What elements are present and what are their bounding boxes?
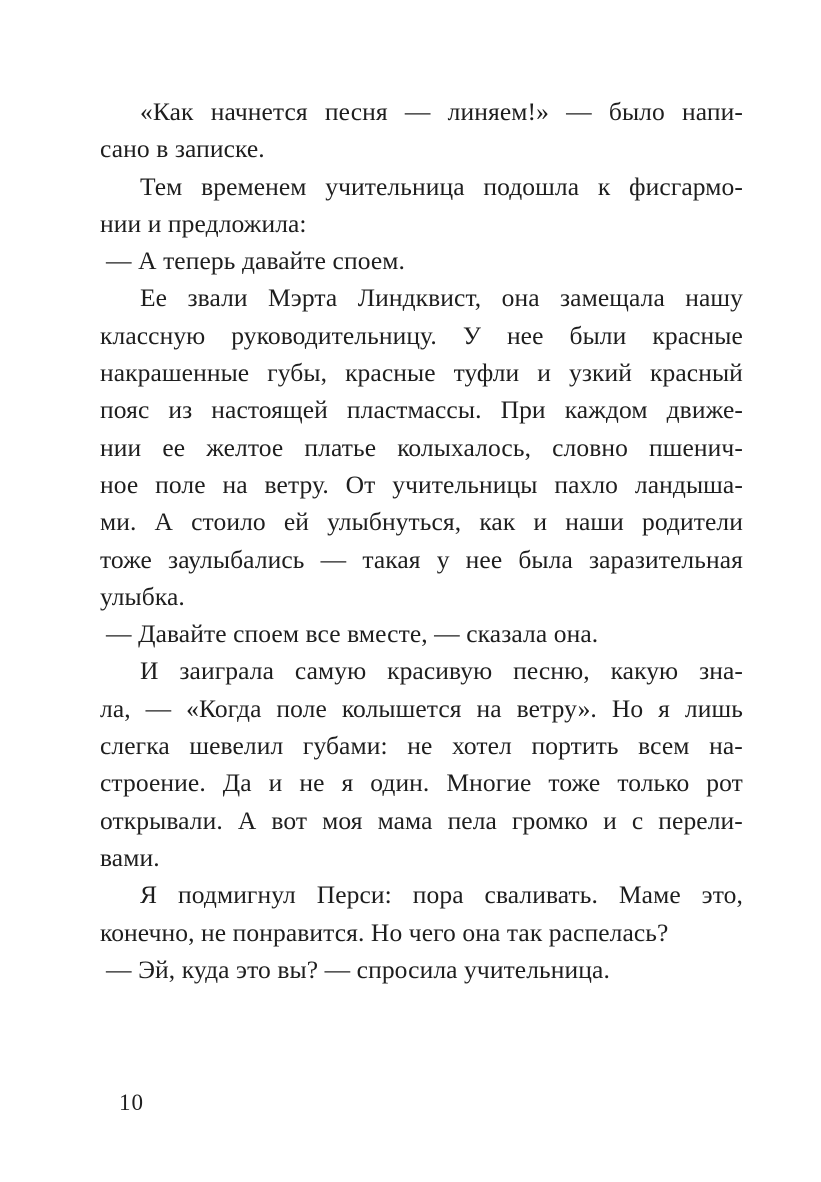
text-line: вами. [100, 842, 160, 872]
text-line: — А теперь давайте споем. [106, 246, 405, 276]
text-line: слегка шевелил губами: не хотел портить всем на- [100, 731, 743, 761]
body-paragraph [100, 168, 743, 243]
body-paragraph [100, 876, 743, 951]
text-line: сано в записке. [100, 134, 265, 164]
text-line: конечно, не понравится. Но чего она так распелась? [100, 917, 669, 947]
text-line: нии ее желтое платье колыхалось, словно пшенич- [100, 432, 743, 462]
text-line: — Эй, куда это вы? — спросила учительница. [106, 954, 610, 984]
text-line: — Давайте споем все вместе, — сказала она. [106, 619, 599, 649]
body-paragraph [100, 279, 743, 615]
text-line: нии и предложила: [100, 208, 307, 238]
dialogue-paragraph [100, 615, 743, 652]
text-line: ми. А стоило ей улыбнуться, как и наши родители [100, 507, 743, 537]
text-line: ла, — «Когда поле колышется на ветру». Но я лишь [100, 693, 743, 723]
text-line: Ее звали Мэрта Линдквист, она замещала нашу [140, 283, 743, 313]
text-line: И заиграла самую красивую песню, какую зна- [140, 656, 743, 686]
body-paragraph [100, 652, 743, 876]
text-block [100, 93, 743, 988]
text-line: «Как начнется песня — линяем!» — было напи- [140, 97, 743, 126]
text-line: классную руководительницу. У нее были красные [100, 320, 743, 350]
text-line: Тем временем учительница подошла к фисгармо- [140, 171, 743, 201]
text-line: тоже заулыбались — такая у нее была заразительная [100, 544, 743, 574]
text-line: улыбка. [100, 581, 185, 611]
text-line: пояс из настоящей пластмассы. При каждом движе- [100, 395, 743, 425]
text-line: строение. Да и не я один. Многие тоже только рот [100, 768, 743, 798]
page-number: 10 [119, 1090, 144, 1115]
dialogue-paragraph [100, 242, 743, 279]
text-line: накрашенные губы, красные туфли и узкий красный [100, 358, 743, 388]
body-paragraph [100, 93, 743, 168]
dialogue-paragraph [100, 951, 743, 988]
text-line: ное поле на ветру. От учительницы пахло ландыша- [100, 469, 743, 499]
text-line: открывали. А вот моя мама пела громко и с перели- [100, 805, 743, 835]
text-line: Я подмигнул Перси: пора сваливать. Маме это, [140, 880, 743, 910]
